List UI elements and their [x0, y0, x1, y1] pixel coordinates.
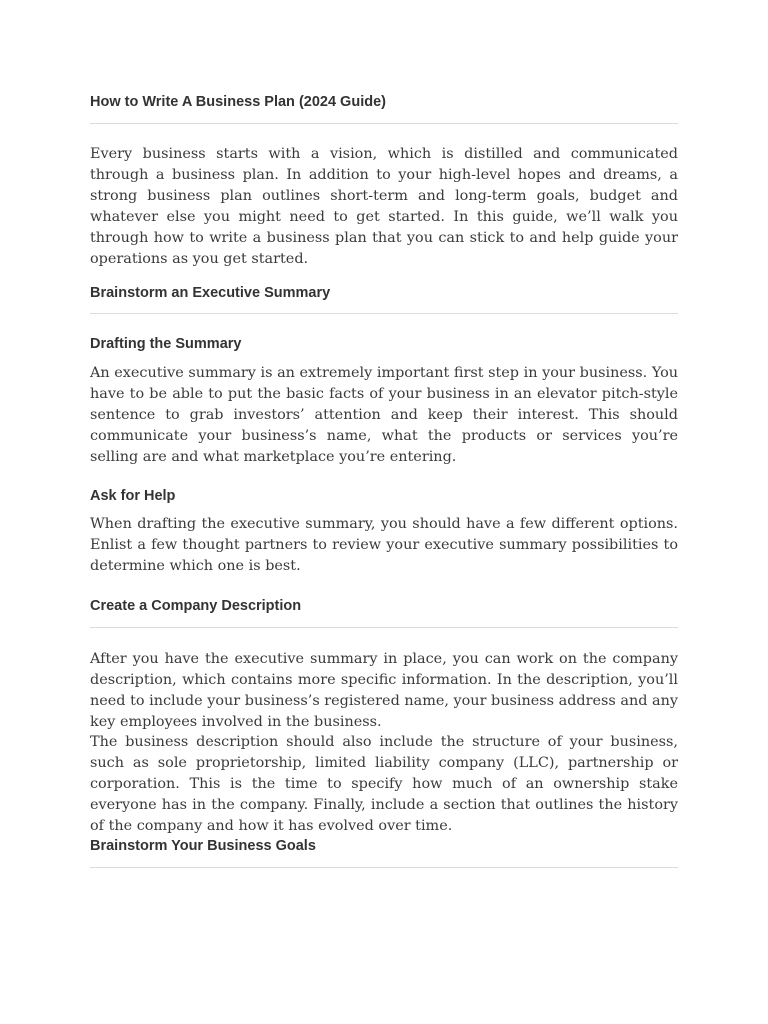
company-description-paragraph-2: The business description should also include the structure of your business, such as sole proprietorship, limited liability company (LLC), partnership or corporation. This is the time to specify how much of an ownership stake everyone has in the company. Finally, include a section that outlines the history of the company and how it has evolved over time.: [90, 734, 678, 834]
divider: [90, 867, 678, 868]
intro-paragraph: Every business starts with a vision, which is distilled and communicated through a business plan. In addition to your high-level hopes and dreams, a strong business plan outlines short-term and long-term goals, budget and whatever else you might need to get started. In this guide, we’ll walk you through how to write a business plan that you can stick to and help guide your operations as you get started.: [90, 146, 678, 267]
section-heading-company-description: Create a Company Description: [90, 598, 302, 614]
drafting-summary-paragraph: An executive summary is an extremely important first step in your business. You have to be able to put the basic facts of your business in an elevator pitch-style sentence to grab investors’ attention and keep their interest. This should communicate your business’s name, what the products or services you’re selling are and what marketplace you’re entering.: [90, 365, 678, 465]
section-heading-executive-summary: Brainstorm an Executive Summary: [90, 285, 331, 301]
subsection-heading-ask-for-help: Ask for Help: [90, 488, 176, 504]
divider: [90, 313, 678, 314]
ask-for-help-paragraph: When drafting the executive summary, you should have a few different options. Enlist a few thought partners to review your executive summary possibilities to determine which one is best.: [90, 516, 678, 574]
company-description-paragraph-1: After you have the executive summary in place, you can work on the company description, which contains more specific information. In the description, you’ll need to include your business’s registered name, your business address and any key employees involved in the business.: [90, 651, 678, 730]
divider: [90, 123, 678, 124]
divider: [90, 627, 678, 628]
subsection-heading-drafting-summary: Drafting the Summary: [90, 336, 242, 352]
page-title: How to Write A Business Plan (2024 Guide): [90, 94, 386, 110]
section-heading-business-goals: Brainstorm Your Business Goals: [90, 838, 316, 854]
